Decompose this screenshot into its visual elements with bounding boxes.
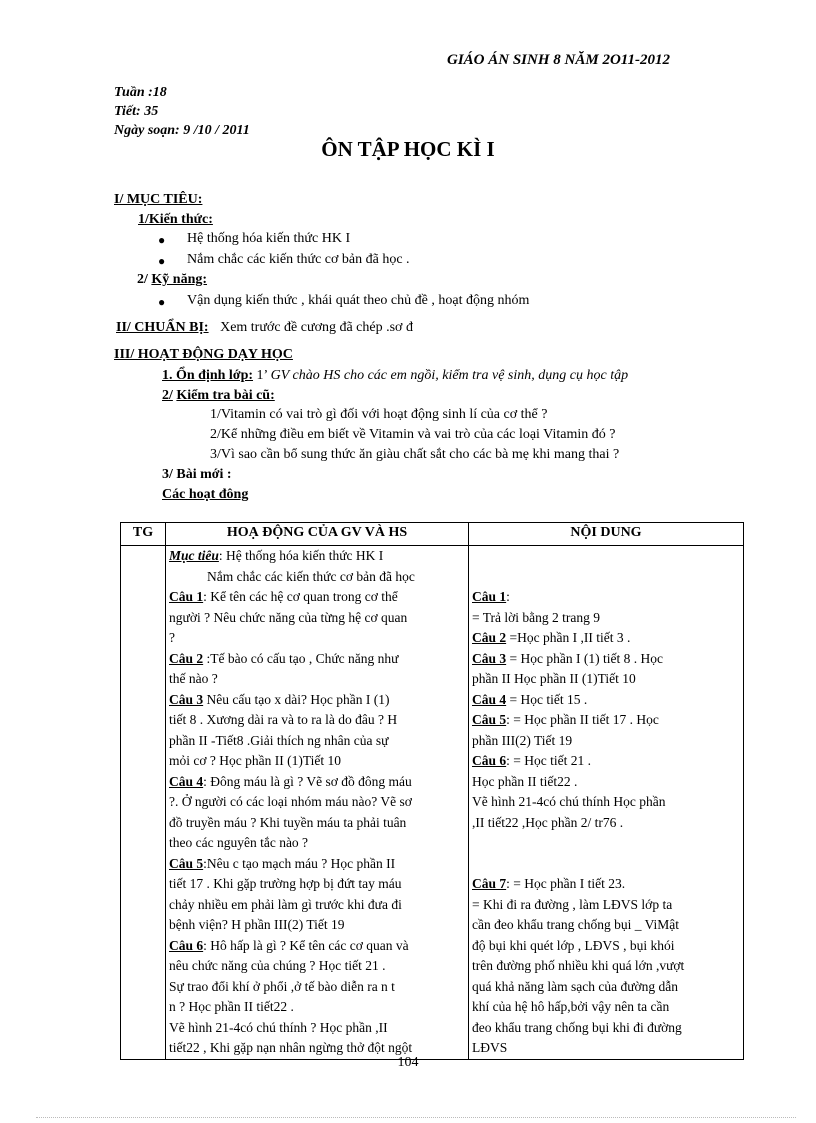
question-label: Câu 4 [169,773,204,789]
knowledge-item: Nắm chắc các kiến thức cơ bản đã học . [187,252,410,267]
activity-line: theo các nguyên tắc nào ? [169,835,309,850]
lesson-table [120,522,744,1060]
content-line: khí của hệ hô hấp,bởi vậy nên ta cần [472,999,670,1014]
content-line: Câu 5: = Học phần II tiết 17 . Học [472,712,659,727]
objective-text: : Hệ thống hóa kiến thức HK I [218,548,384,563]
content-line [472,854,740,875]
step3-heading: 3/ Bài mới : [162,467,232,482]
activity-line: mỏi cơ ? Học phần II (1)Tiết 10 [169,753,341,768]
bullet-icon: ● [158,295,166,309]
section-objectives-heading: I/ MỤC TIÊU: [114,192,203,207]
step1-label: 1. Ổn định lớp: [162,368,254,383]
activity-line: Câu 2 :Tế bào có cấu tạo , Chức năng như [169,650,399,666]
content-line: = Trả lời bằng 2 trang 9 [472,609,600,625]
step1-time: 1’ [256,368,268,383]
content-line: phần III(2) Tiết 19 [472,732,573,748]
table-header-row [121,523,744,546]
question-label: Câu 2 [169,650,204,666]
bullet-icon: ● [158,254,166,268]
activity-line: phần II -Tiết8 .Giải thích ng nhân của sự [169,732,389,748]
activity-line: Nắm chắc các kiến thức cơ bản đã học [207,568,415,584]
activity-line: chảy nhiều em phải làm gì trước khi đưa đi [169,896,402,912]
content-line: LĐVS [472,1040,508,1055]
column-header-activities: HOẠ ĐỘNG CỦA GV VÀ HS [166,523,469,546]
running-header: GIÁO ÁN SINH 8 NĂM 2O11-2012 [447,52,670,68]
content-line: đeo khẩu trang chống bụi khi đi đường [472,1019,682,1035]
review-question: 3/Vì sao cần bổ sung thức ăn giàu chất sắt cho các bà mẹ khi mang thai ? [210,447,620,462]
content-line: Vẽ hình 21-4có chú thính Học phần [472,794,666,809]
activity-line: Câu 6: Hô hấp là gì ? Kể tên các cơ quan và [169,937,409,953]
content-line: Học phần II tiết22 . [472,773,578,789]
question-label: Câu 3 [472,650,507,666]
activity-line: ? [169,630,175,645]
question-label: Câu 1 [472,589,507,604]
content-line: độ bụi khi quét lớp , LĐVS , bụi khói [472,937,675,953]
knowledge-heading: 1/Kiến thức: [138,212,213,227]
activity-line: thế nào ? [169,671,218,686]
content-line: Câu 6: = Học tiết 21 . [472,753,591,768]
activity-line: Sự trao đổi khí ở phổi ,ở tế bào diễn ra n t [169,978,395,994]
question-label: Câu 7 [472,876,507,891]
step1-text: GV chào HS cho các em ngồi, kiểm tra vệ sinh, dụng cụ học tập [270,368,629,383]
activity-line: tiết 17 . Khi gặp trường hợp bị đứt tay máu [169,876,402,891]
page-title: ÔN TẬP HỌC KÌ I [321,137,495,161]
column-header-time: TG [121,523,166,546]
activity-line: ?. Ở người có các loại nhóm máu nào? Vẽ sơ [169,794,412,809]
step2-heading: Kiểm tra bài cũ: [176,388,275,403]
objective-line [169,546,465,567]
section-activities-heading: III/ HOẠT ĐỘNG DẠY HỌC [114,347,293,362]
skills-item: Vận dụng kiến thức , khái quát theo chủ đề , hoạt động nhóm [187,293,530,308]
content-cell [469,546,744,1060]
activity-line: nêu chức năng của chúng ? Học tiết 21 . [169,958,386,973]
content-line: Câu 1: [472,589,510,604]
question-label: Câu 4 [472,691,507,707]
activity-line: Câu 3 Nêu cấu tạo x dài? Học phần I (1) [169,691,390,707]
content-line: cần đeo khẩu trang chống bụi _ ViMật [472,917,680,932]
content-line [472,567,740,588]
page-number: 104 [397,1055,419,1070]
content-line: Câu 4 = Học tiết 15 . [472,691,588,707]
activities-cell [166,546,469,1060]
step2-number: 2/ [162,388,173,403]
table-row [121,546,744,1060]
activity-line: Câu 1: Kể tên các hệ cơ quan trong cơ thể [169,589,398,604]
content-line [472,833,740,854]
content-line: Câu 7: = Học phần I tiết 23. [472,876,626,891]
question-label: Câu 1 [169,589,204,604]
question-label: Câu 5 [472,712,507,727]
period-label: Tiết: 35 [114,104,159,119]
content-line: quá khả năng làm sạch của đường dẫn [472,978,679,994]
content-line: ,II tiết22 ,Học phần 2/ tr76 . [472,814,624,830]
activity-line: n ? Học phần II tiết22 . [169,999,294,1014]
activities-heading: Các hoạt đông [162,487,249,502]
question-label: Câu 3 [169,691,204,707]
question-label: Câu 6 [169,937,204,953]
activity-line: đồ truyền máu ? Khi tuyền máu ta phải tuân [169,814,407,830]
activity-line: Câu 4: Đông máu là gì ? Vẽ sơ đồ đông máu [169,773,412,789]
activity-line: tiết 8 . Xương dài ra và to ra là do đâu ? H [169,712,398,727]
knowledge-item: Hệ thống hóa kiến thức HK I [187,231,351,246]
column-header-content: NỘI DUNG [469,523,744,546]
time-cell [121,546,166,1060]
review-question: 1/Vitamin có vai trò gì đối với hoạt động sinh lí của cơ thể ? [210,407,548,422]
week-label: Tuần :18 [114,85,167,100]
activity-line: bệnh viện? H phần III(2) Tiết 19 [169,917,345,932]
content-line [472,546,740,567]
activity-line: Câu 5:Nêu c tạo mạch máu ? Học phần II [169,855,396,871]
content-line: phần II Học phần II (1)Tiết 10 [472,671,636,686]
question-label: Câu 2 [472,630,507,645]
bullet-icon: ● [158,233,166,247]
preparation-text: Xem trước đề cương đã chép .sơ đ [220,320,413,335]
page-bottom-divider [36,1117,796,1118]
content-line: Câu 2 =Học phần I ,II tiết 3 . [472,630,631,645]
skills-heading: Kỹ năng: [151,272,208,287]
review-question: 2/Kể những điều em biết về Vitamin và vai trò của các loại Vitamin đó ? [210,427,616,442]
section-preparation-heading: II/ CHUẨN BỊ: [116,320,209,335]
activity-line: người ? Nêu chức năng của từng hệ cơ quan [169,609,408,625]
content-line: trên đường phố nhiều khi quá lớn ,vượt [472,958,685,973]
content-line: Câu 3 = Học phần I (1) tiết 8 . Học [472,650,663,666]
question-label: Câu 5 [169,855,204,871]
objective-label: Mục tiêu [169,548,219,563]
content-line: = Khi đi ra đường , làm LĐVS lớp ta [472,896,673,912]
question-label: Câu 6 [472,753,507,768]
skills-number: 2/ [137,272,148,287]
date-label: Ngày soạn: 9 /10 / 2011 [114,123,250,138]
activity-line: tiết22 , Khi gặp nạn nhân ngừng thở đột ngột [169,1040,413,1055]
activity-line: Vẽ hình 21-4có chú thính ? Học phần ,II [169,1019,388,1035]
